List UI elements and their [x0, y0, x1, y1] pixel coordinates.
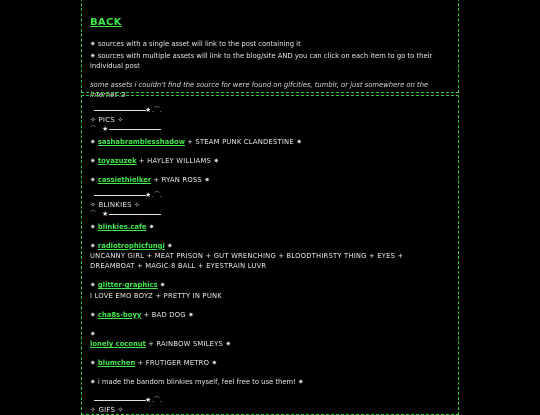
section-divider-top: ★ .⌒. — [90, 106, 168, 115]
list-item: ✷ glitter-graphics ✷ I LOVE EMO BOYZ + PRETTY IN PUNK — [90, 280, 450, 300]
intro-panel — [81, 0, 459, 99]
back-link[interactable]: BACK — [90, 17, 122, 28]
section-title-gifs: ✧ GIFS ✧ — [90, 405, 124, 414]
list-item: ✷ i made the bandom blinkies myself, feel free to use them! ✷ — [90, 378, 304, 387]
source-link[interactable]: toyazuzek — [97, 156, 137, 165]
note-multiple-assets: ✷ sources with multiple assets will link to the blog/site AND you can click on each item to go to their individual post — [90, 52, 433, 71]
star-icon: ★ — [102, 209, 109, 218]
star-icon: ★ — [145, 191, 152, 200]
blinkie-list: I LOVE EMO BOYZ + PRETTY IN PUNK — [90, 291, 222, 300]
star-icon: ★ — [102, 124, 109, 133]
star-icon: ★ — [145, 106, 152, 114]
credits-panel — [81, 95, 459, 415]
note-single-asset: ✷ sources with a single asset will link to the post containing it — [90, 40, 301, 48]
section-divider-top: ★ .⌒. — [90, 191, 168, 200]
section-divider-top: ★ .⌒. — [90, 396, 168, 405]
source-link[interactable]: cha8s-boyy — [97, 310, 142, 319]
list-item: ✷ sashabramblesshadow + STEAM PUNK CLANDESTINE ✷ — [90, 137, 303, 146]
source-link[interactable]: lonely coconut — [90, 340, 146, 349]
list-item: ✷ blinkies.cafe ✷ — [90, 222, 155, 231]
list-item: ✷ radiotrophicfungi ✷ UNCANNY GIRL + MEAT PRISON + GUT WRENCHING + BLOODTHIRSTY THING + EYES + DREAMBOAT + MAGIC 8 BALL + EYESTRAIN LUVR — [90, 241, 450, 272]
star-icon: ★ — [145, 395, 152, 404]
section-title-blinkies: ✧ BLINKIES ✧ — [90, 201, 141, 210]
source-link[interactable]: glitter-graphics — [97, 281, 158, 290]
source-link[interactable]: radiotrophicfungi — [97, 241, 165, 250]
note-unknown-sources: some assets i couldn't find the source for were found on gifcities, tumblr, or just somewhere on the internet :3 — [90, 80, 429, 99]
section-title-pics: ✧ PICS ✧ — [90, 116, 124, 124]
blinkie-list: UNCANNY GIRL + MEAT PRISON + GUT WRENCHING + BLOODTHIRSTY THING + EYES + DREAMBOAT + MAGIC 8 BALL + EYESTRAIN LUVR — [90, 251, 404, 271]
source-link[interactable]: blinkies.cafe — [97, 222, 147, 231]
source-link[interactable]: blumchen — [97, 359, 136, 368]
section-divider-bottom: ⌒ ★ — [90, 126, 168, 135]
list-item: ✷ cassiethielker + RYAN ROSS ✷ — [90, 175, 211, 184]
source-link[interactable]: sashabramblesshadow — [97, 137, 185, 146]
section-divider-bottom: ⌒ ★ — [90, 211, 168, 220]
list-item: ✷ blumchen + FRUTIGER METRO ✷ — [90, 359, 218, 368]
source-link[interactable]: cassiethielker — [97, 175, 152, 184]
list-item: ✷ lonely coconut + RAINBOW SMILEYS ✷ — [90, 329, 232, 349]
list-item: ✷ toyazuzek + HAYLEY WILLIAMS ✷ — [90, 156, 220, 165]
list-item: ✷ cha8s-boyy + BAD DOG ✷ — [90, 310, 194, 319]
